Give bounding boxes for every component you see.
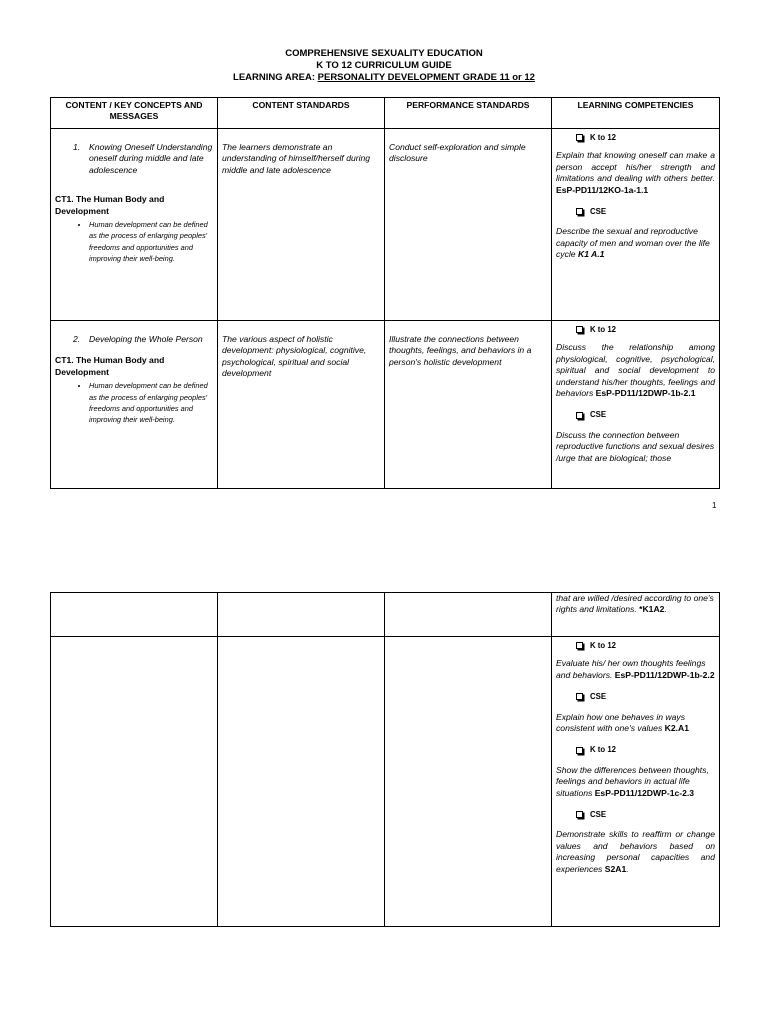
competency-code: K2.A1 bbox=[664, 723, 690, 734]
competencies-cell bbox=[552, 637, 720, 927]
competency-text: Show the differences between thoughts, feelings and behaviors in actual life situations bbox=[556, 764, 709, 798]
label-text: CSE bbox=[590, 810, 607, 820]
key-message: • Human development can be defined as the process of enlarging peoples' freedoms and opportunities and improving their well-being. bbox=[89, 219, 213, 265]
competencies-cell bbox=[552, 321, 720, 489]
content-cell bbox=[51, 637, 218, 927]
header-title: COMPREHENSIVE SEXUALITY EDUCATION bbox=[285, 48, 483, 59]
topic bbox=[55, 142, 213, 176]
competency-text: Explain how one behaves in ways consistent with one's values bbox=[556, 711, 685, 734]
k12-label bbox=[556, 324, 715, 335]
competency-code: S2A1 bbox=[604, 863, 627, 874]
performance-standard-cell bbox=[385, 593, 552, 637]
competency: Discuss the connection between reproductive functions and sexual desires /urge that are biological; those bbox=[556, 429, 715, 463]
performance-standard-cell bbox=[385, 637, 552, 927]
competency bbox=[556, 712, 715, 735]
performance-standard-cell bbox=[385, 321, 552, 489]
competency-code: EsP-PD11/12DWP-1b-2.1 bbox=[595, 388, 696, 399]
topic-number: 2. bbox=[73, 334, 81, 344]
label-text: K to 12 bbox=[590, 641, 616, 650]
performance-standard: Illustrate the connections between thoughts, feelings, and behaviors in a person's holistic development bbox=[389, 334, 532, 367]
label-text: K to 12 bbox=[590, 325, 616, 334]
table-header-row bbox=[51, 98, 720, 129]
competency bbox=[556, 150, 715, 196]
competency-end: . bbox=[664, 604, 667, 615]
competency bbox=[556, 829, 715, 875]
content-standard-cell bbox=[218, 129, 385, 321]
competency-text: that are willed /desired according to one's rights and limitations. bbox=[556, 593, 714, 615]
competency bbox=[556, 342, 715, 399]
checkbox-icon bbox=[576, 642, 583, 649]
topic-number: 1. bbox=[73, 142, 81, 152]
label-text: CSE bbox=[590, 410, 607, 420]
label-text: K to 12 bbox=[590, 133, 616, 142]
checkbox-icon bbox=[576, 208, 583, 215]
content-cell bbox=[51, 129, 218, 321]
competency-end: . bbox=[626, 863, 629, 874]
checkbox-icon bbox=[576, 412, 583, 419]
document-header bbox=[0, 48, 768, 84]
content-cell bbox=[51, 593, 218, 637]
key-message-list bbox=[55, 219, 213, 265]
core-theme: CT1. The Human Body and Development bbox=[55, 194, 165, 216]
k12-label bbox=[556, 640, 715, 651]
cse-label bbox=[556, 206, 715, 217]
competencies-cell bbox=[552, 593, 720, 637]
competency bbox=[556, 226, 715, 260]
competency-code: K1 A.1 bbox=[577, 249, 605, 260]
checkbox-icon bbox=[576, 811, 583, 818]
label-text: CSE bbox=[590, 692, 607, 702]
content-standard: The various aspect of holistic development: physiological, cognitive, psychological, spiritual and social development bbox=[222, 334, 367, 379]
competency-text: Demonstrate skills to reaffirm or change values and behaviors based on increasing personal capacities and experiences bbox=[556, 829, 715, 874]
column-header-content-standards: CONTENT STANDARDS bbox=[218, 98, 385, 129]
checkbox-icon bbox=[576, 326, 583, 333]
core-theme: CT1. The Human Body and Development bbox=[55, 355, 165, 377]
competency-continued bbox=[556, 593, 715, 616]
competency-code: EsP-PD11/12DWP-1c-2.3 bbox=[594, 787, 695, 798]
content-cell bbox=[51, 321, 218, 489]
header-learning-area bbox=[0, 72, 768, 84]
content-standard-cell bbox=[218, 321, 385, 489]
checkbox-icon bbox=[576, 693, 583, 700]
table-row bbox=[51, 129, 720, 321]
learning-area-value: PERSONALITY DEVELOPMENT GRADE 11 or 12 bbox=[317, 72, 535, 83]
table-row bbox=[51, 637, 720, 927]
header-subtitle: K TO 12 CURRICULUM GUIDE bbox=[316, 60, 452, 71]
k12-label bbox=[556, 744, 715, 755]
column-header-content: CONTENT / KEY CONCEPTS AND MESSAGES bbox=[51, 98, 218, 129]
competency-text: Discuss the relationship among physiological, cognitive, psychological, spiritual and social development to understand his/her thoughts, feelings and behaviors bbox=[556, 342, 715, 399]
content-standard-cell bbox=[218, 637, 385, 927]
competencies-cell bbox=[552, 129, 720, 321]
topic-title: Developing the Whole Person bbox=[89, 334, 203, 344]
checkbox-icon bbox=[576, 747, 583, 754]
competency-code: EsP-PD11/12DWP-1b-2.2 bbox=[614, 669, 715, 680]
topic bbox=[55, 334, 213, 345]
column-header-learning-competencies: LEARNING COMPETENCIES bbox=[552, 98, 720, 129]
k12-label bbox=[556, 132, 715, 143]
curriculum-table-continued bbox=[50, 592, 720, 927]
competency-text: Describe the sexual and reproductive capacity of men and woman over the life cycle bbox=[556, 226, 710, 260]
topic-title: Knowing Oneself Understanding oneself during middle and late adolescence bbox=[89, 142, 213, 175]
competency-text: Explain that knowing oneself can make a person accept his/her strength and limitations and dealing with others better. bbox=[556, 150, 715, 184]
cse-label bbox=[556, 409, 715, 420]
competency bbox=[556, 658, 715, 681]
page-number: 1 bbox=[712, 501, 717, 510]
performance-standard-cell bbox=[385, 129, 552, 321]
competency-text: Evaluate his/ her own thoughts feelings and behaviors. bbox=[556, 658, 706, 680]
table-row bbox=[51, 593, 720, 637]
label-text: K to 12 bbox=[590, 745, 616, 755]
competency-code: *K1A2 bbox=[639, 604, 665, 615]
label-text: CSE bbox=[590, 207, 607, 217]
checkbox-icon bbox=[576, 134, 583, 141]
key-message-list bbox=[55, 380, 213, 426]
cse-label bbox=[556, 691, 715, 702]
content-standard-cell bbox=[218, 593, 385, 637]
performance-standard: Conduct self-exploration and simple disclosure bbox=[389, 142, 526, 164]
column-header-performance-standards: PERFORMANCE STANDARDS bbox=[385, 98, 552, 129]
competency bbox=[556, 765, 715, 799]
content-standard: The learners demonstrate an understanding of himself/herself during middle and late adolescence bbox=[222, 142, 371, 175]
curriculum-table bbox=[50, 97, 720, 489]
key-message: • Human development can be defined as the process of enlarging peoples' freedoms and opportunities and improving their well-being. bbox=[89, 380, 213, 426]
competency-code: EsP-PD11/12KO-1a-1.1 bbox=[556, 184, 649, 195]
table-row bbox=[51, 321, 720, 489]
cse-label bbox=[556, 809, 715, 820]
learning-area-prefix: LEARNING AREA: bbox=[233, 72, 318, 83]
